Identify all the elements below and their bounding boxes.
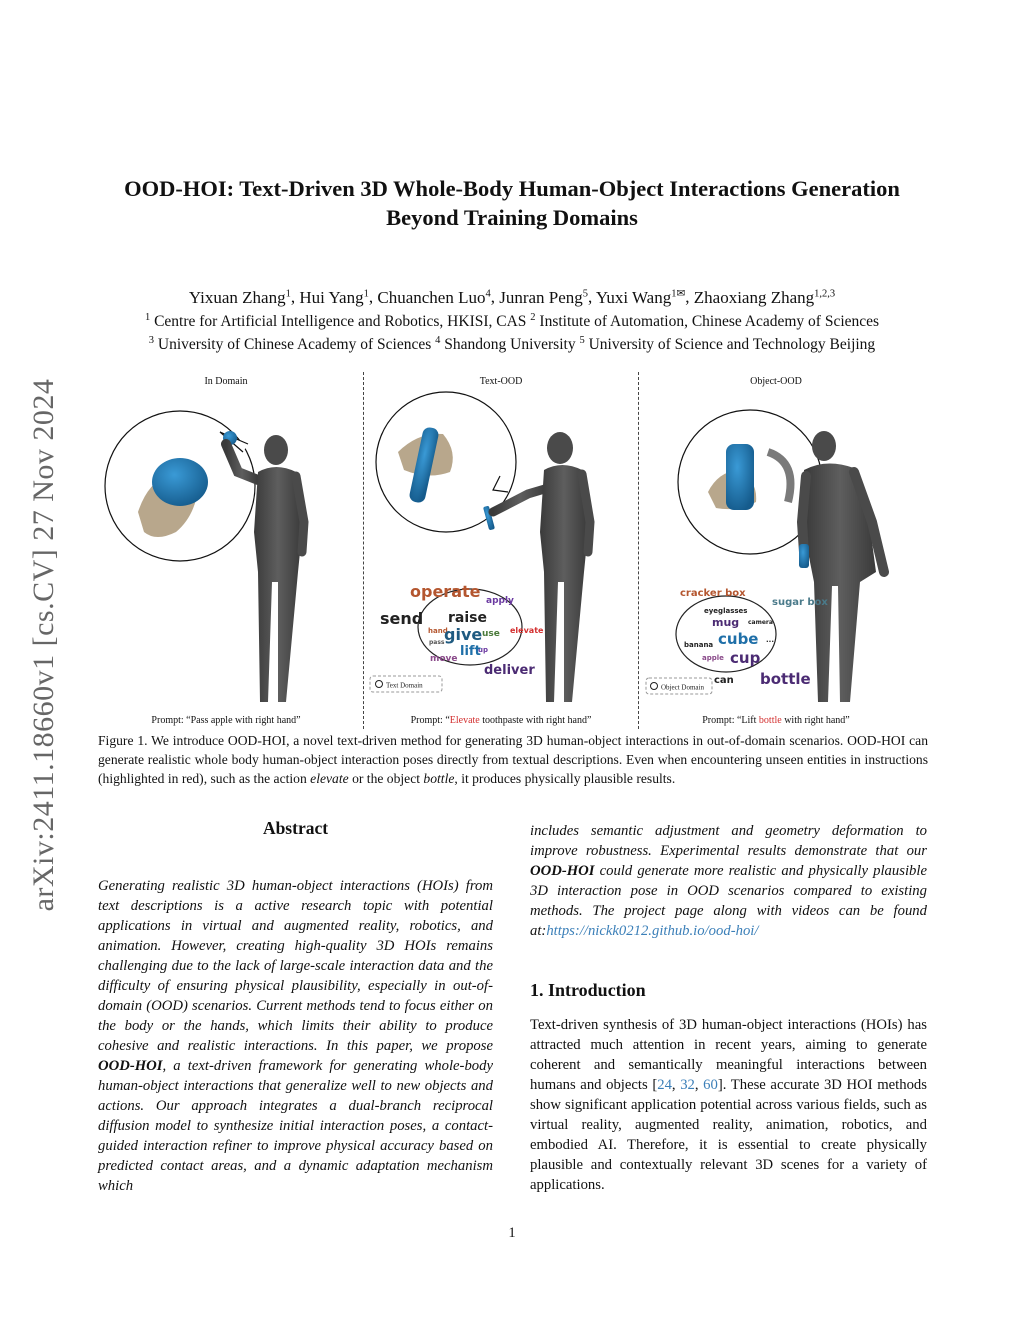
author: Hui Yang$^1$ xyxy=(299,287,369,307)
author: Zhaoxiang Zhang$^{1,2,3}$ xyxy=(693,287,836,307)
word-give: give xyxy=(444,625,483,644)
word-operate: operate xyxy=(410,582,481,601)
author: Yixuan Zhang$^1$ xyxy=(188,287,291,307)
word-eyeglasses: eyeglasses xyxy=(704,607,748,615)
introduction-text: Text-driven synthesis of 3D human-object interactions (HOIs) has attracted much attention in recent years, aiming to generate coherent and semantically meaningful interactions between humans and objects [24, 32, 60]. These accurate 3D HOI methods show significant application potential across various fields, such as virtual reality, augmented reality, animation, robotics, and embodied AI. Therefore, it is essential to create physically plausible and contextually relevant 3D scenes for a variety of applications. xyxy=(530,1017,927,1193)
word-bottle: bottle xyxy=(760,670,811,688)
word-deliver: deliver xyxy=(484,663,535,678)
panel-label-text-ood: Text-OOD xyxy=(479,376,523,387)
paper-title xyxy=(80,174,944,232)
word-pass: pass xyxy=(429,639,445,646)
word-cube: cube xyxy=(718,630,759,648)
title-line-2: Beyond Training Domains xyxy=(386,205,638,230)
text-domain-legend xyxy=(370,676,442,692)
affiliations-line-1: $^1$ Centre for Artificial Intelligence and Robotics, HKISI, CAS $^2$ Institute of Automation, Chinese Academy of Sciences xyxy=(144,312,880,331)
object-domain-legend xyxy=(646,678,712,694)
panel-label-in-domain: In Domain xyxy=(204,376,248,387)
word-cracker-box: cracker box xyxy=(680,588,746,599)
text-domain-label: Text Domain xyxy=(386,681,423,690)
word-cup: cup xyxy=(730,649,761,667)
abstract-text-continued: includes semantic adjustment and geometry deformation to improve robustness. Experimental results demonstrate that our OOD-HOI could generate more realistic and physically plausible 3D interaction pose in OOD scenarios compared to existing methods. The project page along with videos can be found at:https://nickk0212.github.io/ood-hoi/ xyxy=(530,823,927,939)
teaser-figure xyxy=(98,372,928,730)
page-number: 1 xyxy=(508,1225,516,1241)
object-domain-label: Object Domain xyxy=(661,683,704,692)
abstract-text: Generating realistic 3D human-object interactions (HOIs) from text descriptions is a active research topic with potential applications in virtual and augmented reality, robotics, and animation. However, creating high-quality 3D HOIs remains challenging due to the lack of large-scale interaction data and the difficulty of ensuring physical plausibility, especially in out-of-domain (OOD) scenarios. Current methods tend to focus either on the body or the hands, which limits their ability to produce cohesive and realistic interactions. In this paper, we propose OOD-HOI, a text-driven framework for generating whole-body human-object interactions that generalize well to new objects and actions. Our approach integrates a dual-branch reciprocal diffusion model to synthesize initial interaction poses, a contact-guided interaction refiner to improve physical accuracy based on predicted contact areas, and a dynamic adaptation mechanism which xyxy=(98,878,493,1194)
affiliations-line-2: $^3$ University of Chinese Academy of Sciences $^4$ Shandong University $^5$ University of Science and Technology Beijing xyxy=(148,335,876,354)
word-can: can xyxy=(714,675,734,686)
human-figure-in-domain xyxy=(223,431,304,702)
citation-link[interactable]: 32 xyxy=(680,1077,695,1093)
word-sugar-box: sugar box xyxy=(772,597,828,608)
human-figure-object-ood xyxy=(799,431,884,702)
word-elevate: elevate xyxy=(510,626,544,635)
panel-label-object-ood: Object-OOD xyxy=(750,376,802,387)
word-move: move xyxy=(430,654,458,664)
object-word-cloud xyxy=(676,588,828,688)
citation-link[interactable]: 60 xyxy=(703,1077,718,1093)
word-banana: banana xyxy=(684,641,714,649)
author-list: Yixuan Zhang$^1$, Hui Yang$^1$, Chuanchen Luo$^4$, Junran Peng$^5$, Yuxi Wang$^{1✉}$, Zhaoxiang Zhang$^{1,2,3}$ xyxy=(188,287,836,307)
prompt-object-ood: Prompt: “Lift bottle with right hand” xyxy=(702,715,850,726)
prompt-in-domain: Prompt: “Pass apple with right hand” xyxy=(151,715,301,726)
word-apply: apply xyxy=(486,596,514,606)
word-up: up xyxy=(478,646,488,654)
text-word-cloud xyxy=(380,582,544,678)
word-lift: lift xyxy=(460,644,481,659)
title-line-1: OOD-HOI: Text-Driven 3D Whole-Body Human-Object Interactions Generation xyxy=(124,176,900,201)
author: Chuanchen Luo$^4$ xyxy=(377,287,491,307)
word-camera: camera xyxy=(748,619,773,626)
word-use: use xyxy=(482,629,500,639)
word-ellipsis: ... xyxy=(766,636,774,644)
project-page-link[interactable]: https://nickk0212.github.io/ood-hoi/ xyxy=(546,923,759,939)
figure-graphics xyxy=(98,372,928,712)
word-apple: apple xyxy=(702,654,724,662)
prompt-text-ood: Prompt: “Elevate toothpaste with right hand” xyxy=(410,715,592,726)
word-raise: raise xyxy=(448,610,487,626)
author: Junran Peng$^5$ xyxy=(499,287,589,307)
abstract-heading: Abstract xyxy=(262,818,329,838)
word-mug: mug xyxy=(712,616,740,629)
section-heading-introduction: 1. Introduction xyxy=(530,980,646,1000)
word-hand: hand xyxy=(428,627,448,635)
word-send: send xyxy=(380,609,424,628)
author: Yuxi Wang$^{1✉}$ xyxy=(595,287,686,307)
citation-link[interactable]: 24 xyxy=(657,1077,672,1093)
arxiv-stamp: arXiv:2411.18660v1 [cs.CV] 27 Nov 2024 xyxy=(27,378,60,912)
figure-caption: Figure 1. We introduce OOD-HOI, a novel text-driven method for generating 3D human-object interactions in out-of-domain scenarios. OOD-HOI can generate realistic whole body human-object interaction poses directly from textual descriptions. Even when encountering unseen entities in instructions (highlighted in red), such as the action elevate or the object bottle, it produces physically plausible results. xyxy=(98,733,928,786)
